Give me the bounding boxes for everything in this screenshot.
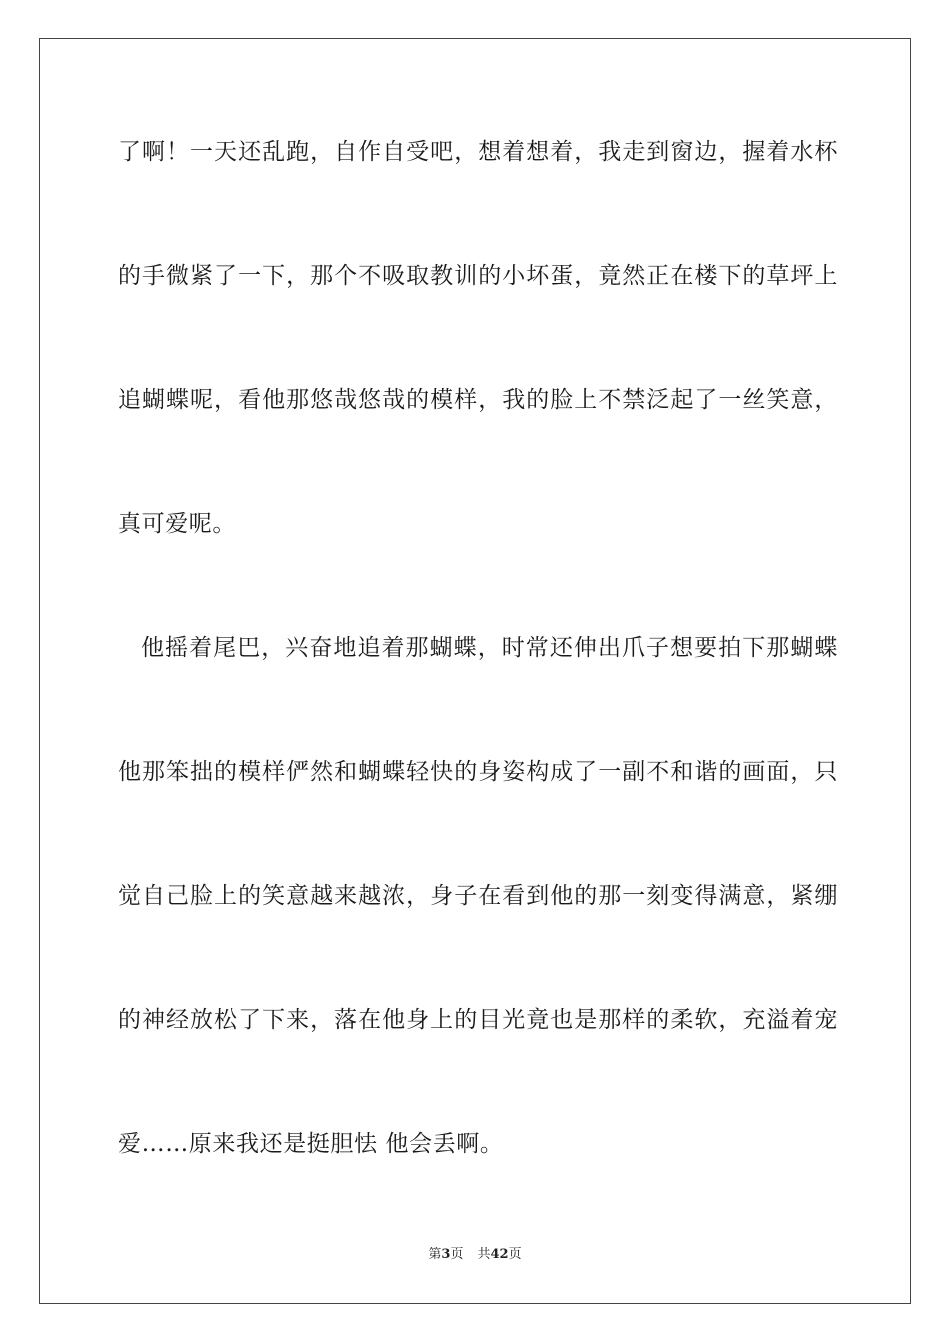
text-line-5: 他摇着尾巴，兴奋地追着那蝴蝶，时常还伸出爪子想要拍下那蝴蝶 [141, 635, 838, 661]
text-line-1: 了啊！一天还乱跑，自作自受吧，想着想着，我走到窗边，握着水杯 [118, 139, 838, 165]
text-line-9: 爱……原来我还是挺胆怯 他会丢啊。 [118, 1131, 504, 1157]
total-suffix: 页 [508, 1247, 522, 1262]
page-footer [0, 1246, 950, 1264]
text-line-4: 真可爱呢。 [118, 511, 236, 537]
text-line-8: 的神经放松了下来，落在他身上的目光竟也是那样的柔软，充溢着宠 [118, 1007, 838, 1033]
text-line-6: 他那笨拙的模样俨然和蝴蝶轻快的身姿构成了一副不和谐的画面，只 [118, 759, 838, 785]
page-prefix: 第 [428, 1247, 442, 1262]
page-border [39, 38, 911, 1304]
text-line-3: 追蝴蝶呢，看他那悠哉悠哉的模样，我的脸上不禁泛起了一丝笑意， [118, 387, 838, 413]
total-pages: 42 [490, 1247, 509, 1262]
text-line-7: 觉自己脸上的笑意越来越浓，身子在看到他的那一刻变得满意，紧绷 [118, 883, 838, 909]
page-suffix: 页 [450, 1247, 464, 1262]
total-prefix: 共 [477, 1247, 491, 1262]
page-number: 3 [441, 1247, 451, 1262]
text-line-2: 的手微紧了一下，那个不吸取教训的小坏蛋，竟然正在楼下的草坪上 [118, 263, 838, 289]
